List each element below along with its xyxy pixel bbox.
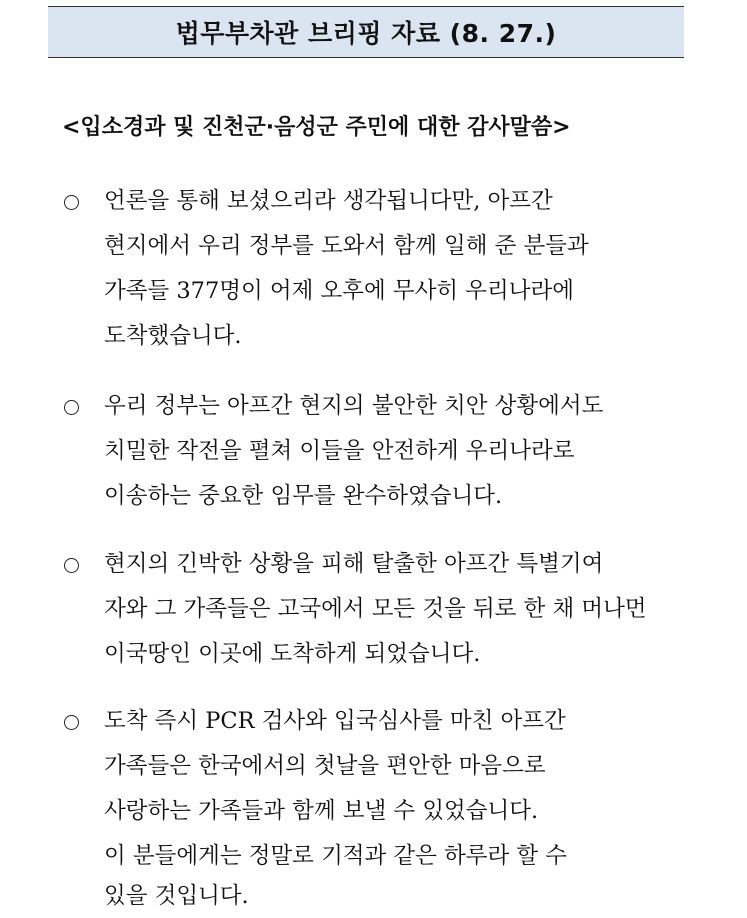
bullet-line: 이송하는 중요한 임무를 완수하였습니다.: [104, 483, 503, 509]
section-subtitle: <입소경과 및 진천군·음성군 주민에 대한 감사말씀>: [62, 115, 571, 140]
bullet-line: 도착 즉시 PCR 검사와 입국심사를 마친 아프간: [104, 708, 566, 734]
bullet-line: 자와 그 가족들은 고국에서 모든 것을 뒤로 한 채 머나먼: [104, 596, 647, 622]
bullet-line: 이국땅인 이곳에 도착하게 되었습니다.: [104, 641, 481, 667]
bullet-line: 언론을 통해 보셨으리라 생각됩니다만, 아프간: [104, 188, 553, 214]
bullet-line: 현지에서 우리 정부를 도와서 함께 일해 준 분들과: [104, 233, 589, 259]
bullet-circle-icon: [64, 715, 79, 730]
page-title: 법무부차관 브리핑 자료 (8. 27.): [175, 19, 557, 48]
header-box: [48, 6, 684, 58]
bullet-line: 있을 것입니다.: [104, 883, 249, 909]
bullet-circle-icon: [64, 400, 79, 415]
bullet-line: 도착했습니다.: [104, 323, 242, 349]
bullet-circle-icon: [64, 558, 79, 573]
bullet-line: 이 분들에게는 정말로 기적과 같은 하루라 할 수: [104, 843, 568, 869]
bullet-line: 치밀한 작전을 펼쳐 이들을 안전하게 우리나라로: [104, 438, 575, 464]
bullet-line: 우리 정부는 아프간 현지의 불안한 치안 상황에서도: [104, 393, 604, 419]
bullet-line: 가족들은 한국에서의 첫날을 편안한 마음으로: [104, 753, 546, 779]
bullet-circle-icon: [64, 195, 79, 210]
bullet-line: 사랑하는 가족들과 함께 보낼 수 있었습니다.: [104, 798, 539, 824]
bullet-line: 현지의 긴박한 상황을 피해 탈출한 아프간 특별기여: [104, 551, 604, 577]
bullet-line: 가족들 377명이 어제 오후에 무사히 우리나라에: [104, 278, 574, 304]
